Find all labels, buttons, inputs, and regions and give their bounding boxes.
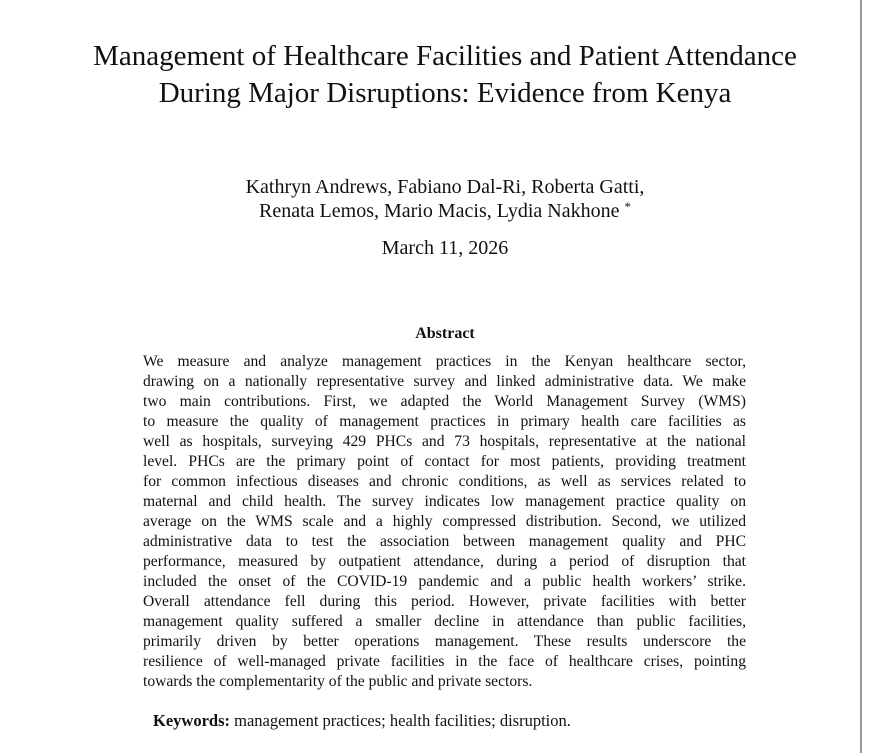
abstract-line: two main contributions. First, we adapted the World Management Survey (WMS) <box>143 393 746 410</box>
author-footnote-mark: * <box>624 199 631 214</box>
abstract-line: primarily driven by better operations management. These results underscore the <box>143 633 746 650</box>
author-line-2-names: Renata Lemos, Mario Macis, Lydia Nakhone <box>259 200 620 222</box>
paper-date: March 11, 2026 <box>381 237 509 259</box>
abstract-line: maternal and child health. The survey indicates low management practice quality on <box>143 493 746 510</box>
author-line-1: Kathryn Andrews, Fabiano Dal-Ri, Roberta Gatti, <box>245 176 645 198</box>
abstract-line: level. PHCs are the primary point of contact for most patients, providing treatment <box>143 453 746 470</box>
abstract-line: administrative data to test the association between management quality and PHC <box>143 533 746 550</box>
abstract-line: management quality suffered a smaller decline in attendance than public facilities, <box>143 613 746 630</box>
author-list <box>80 175 810 223</box>
abstract-line: well as hospitals, surveying 429 PHCs and 73 hospitals, representative at the national <box>143 433 746 450</box>
abstract-line: to measure the quality of management practices in primary health care facilities as <box>143 413 746 430</box>
author-line-2 <box>80 199 810 223</box>
keywords <box>153 710 803 732</box>
abstract-line: performance, measured by outpatient attendance, during a period of disruption that <box>143 553 746 570</box>
abstract-line: We measure and analyze management practices in the Kenyan healthcare sector, <box>143 353 746 370</box>
abstract-line: included the onset of the COVID-19 pandemic and a public health workers’ strike. <box>143 573 746 590</box>
page-edge-divider <box>860 0 862 753</box>
abstract-body <box>143 352 746 692</box>
abstract-line: drawing on a nationally representative survey and linked administrative data. We make <box>143 373 746 390</box>
paper-title: Management of Healthcare Facilities and Patient Attendance During Major Disruptions: Evidence from Kenya <box>93 40 797 109</box>
abstract-line: average on the WMS scale and a highly compressed distribution. Second, we utilized <box>143 513 746 530</box>
keywords-text: management practices; health facilities; disruption. <box>234 711 571 730</box>
abstract-line: towards the complementarity of the public and private sectors. <box>143 673 533 690</box>
abstract-line: for common infectious diseases and chronic conditions, as well as services related to <box>143 473 746 490</box>
abstract-heading: Abstract <box>415 325 475 342</box>
abstract-line: resilience of well-managed private facilities in the face of healthcare crises, pointing <box>143 653 746 670</box>
keywords-label: Keywords: <box>153 711 230 730</box>
abstract-line: Overall attendance fell during this period. However, private facilities with better <box>143 593 746 610</box>
